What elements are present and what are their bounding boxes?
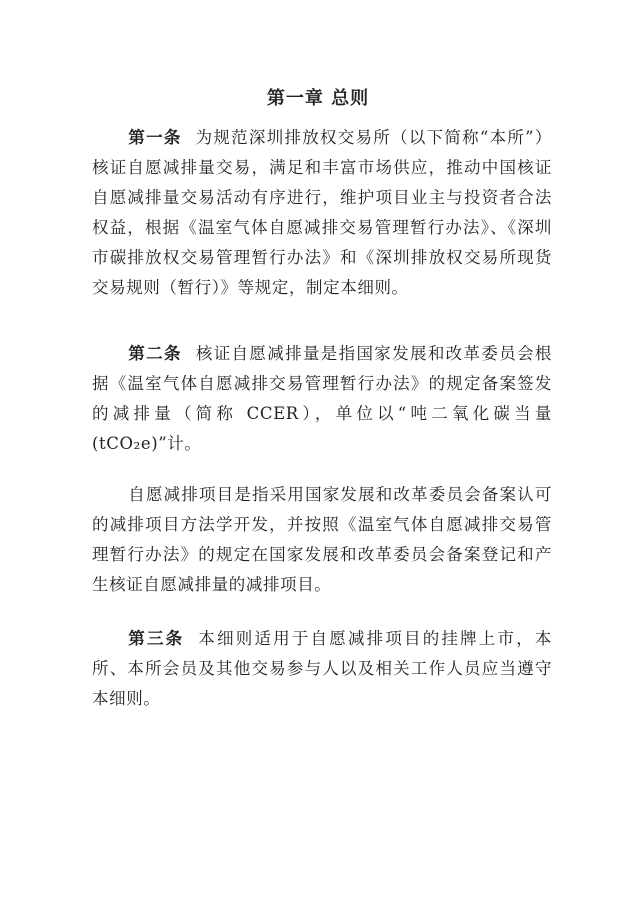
article-text: 为规范深圳排放权交易所（以下简称“本所”）核证自愿减排量交易，满足和丰富市场供应，推动中国核证自愿减排量交易活动有序进行，维护项目业主与投资者合法权益，根据《温室气体自愿减排交易管理暂行办法》、《深圳市碳排放权交易管理暂行办法》和《深圳排放权交易所现货交易规则（暂行）》等规定，制定本细则。: [92, 128, 552, 297]
article-text: 核证自愿减排量是指国家发展和改革委员会根据《温室气体自愿减排交易管理暂行办法》的规定备案签发的减排量（简称 CCER），单位以“吨二氧化碳当量(tCO₂e)”计。: [92, 344, 552, 453]
article-2: [92, 339, 552, 459]
article-2-paragraph-2: [92, 480, 552, 600]
article-label: 第一条: [128, 128, 182, 147]
article-label: 第三条: [128, 629, 185, 648]
article-label: 第二条: [128, 344, 182, 363]
chapter-title: 第一章 总则: [266, 88, 370, 109]
article-text: 本细则适用于自愿减排项目的挂牌上市，本所、本所会员及其他交易参与人以及相关工作人员应当遵守本细则。: [92, 629, 552, 708]
article-1: [92, 123, 552, 303]
article-3: [92, 624, 552, 714]
article-text: 自愿减排项目是指采用国家发展和改革委员会备案认可的减排项目方法学开发，并按照《温室气体自愿减排交易管理暂行办法》的规定在国家发展和改革委员会备案登记和产生核证自愿减排量的减排项目。: [92, 485, 552, 594]
